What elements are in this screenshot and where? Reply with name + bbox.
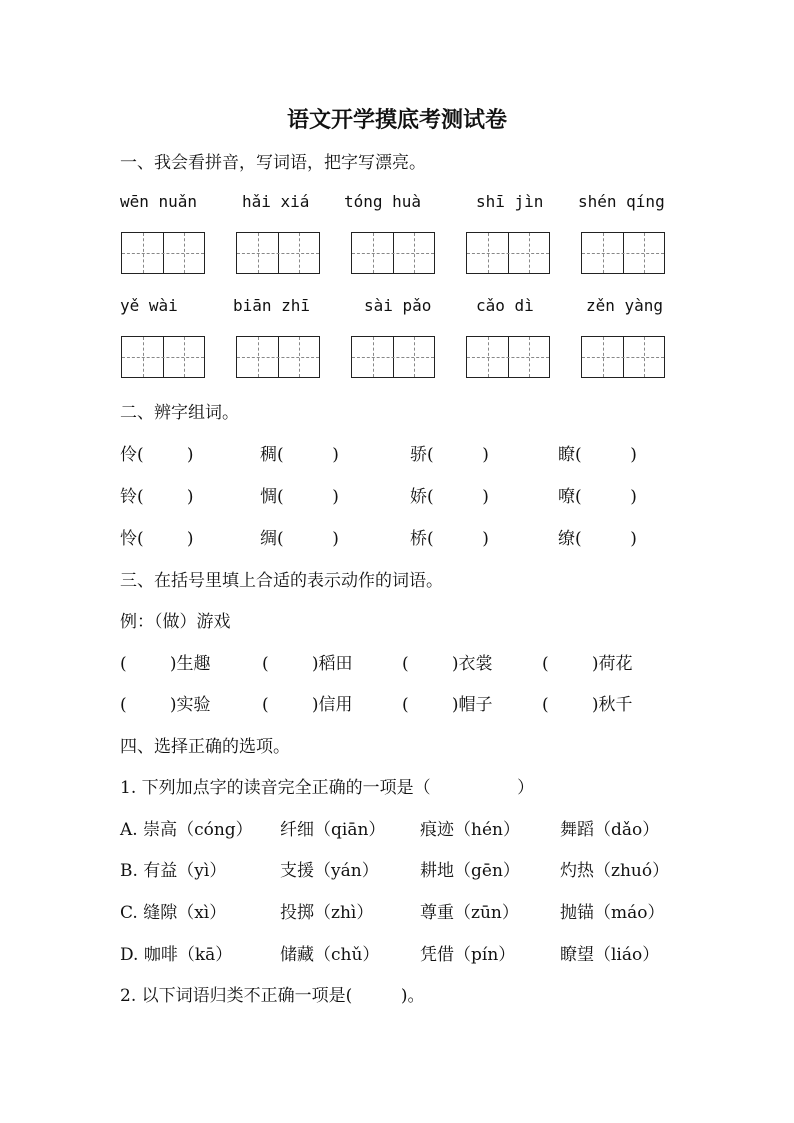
option-word: 储藏（chǔ） [280, 945, 380, 965]
writing-grid[interactable] [236, 336, 320, 378]
option-word: 舞蹈（dǎo） [560, 820, 660, 840]
word-group-item[interactable]: 绸( ) [260, 529, 339, 549]
page-title: 语文开学摸底考测试卷 [286, 107, 507, 133]
word-group-item[interactable]: 缭( ) [558, 529, 637, 549]
word-group-item[interactable]: 惆( ) [260, 487, 339, 507]
pinyin-label: shī jìn [476, 192, 544, 211]
pinyin-label: sài pǎo [364, 296, 432, 315]
fill-in-item[interactable]: ( )衣裳 [402, 654, 493, 674]
writing-grid[interactable] [121, 336, 205, 378]
writing-grid[interactable] [466, 232, 550, 274]
writing-grid[interactable] [581, 232, 665, 274]
option-word: 尊重（zūn） [420, 903, 519, 923]
word-group-item[interactable]: 桥( ) [410, 529, 489, 549]
option-word: 支援（yán） [280, 861, 379, 881]
fill-in-item[interactable]: ( )实验 [120, 695, 211, 715]
section-2-heading: 二、辨字组词。 [120, 403, 239, 423]
option-word: 纤细（qiān） [280, 820, 386, 840]
pinyin-label: yě wài [120, 296, 178, 315]
option-word: 灼热（zhuó） [560, 861, 670, 881]
option-word: 瞭望（liáo） [560, 945, 660, 965]
option-b[interactable]: B. 有益（yì） [120, 861, 227, 881]
pinyin-label: shén qíng [578, 192, 665, 211]
option-word: 痕迹（hén） [420, 820, 520, 840]
question-2[interactable]: 2. 以下词语归类不正确一项是( )。 [120, 986, 425, 1006]
writing-grid[interactable] [351, 336, 435, 378]
writing-grid[interactable] [466, 336, 550, 378]
question-1[interactable]: 1. 下列加点字的读音完全正确的一项是（ ） [120, 778, 535, 798]
pinyin-label: biān zhī [233, 296, 311, 315]
word-group-item[interactable]: 嘹( ) [558, 487, 637, 507]
writing-grid[interactable] [351, 232, 435, 274]
option-word: 抛锚（máo） [560, 903, 665, 923]
word-group-item[interactable]: 骄( ) [410, 445, 489, 465]
word-group-item[interactable]: 稠( ) [260, 445, 339, 465]
word-group-item[interactable]: 瞭( ) [558, 445, 637, 465]
section-1-heading: 一、我会看拼音，写词语，把字写漂亮。 [120, 153, 426, 173]
fill-in-item[interactable]: ( )帽子 [402, 695, 493, 715]
fill-in-item[interactable]: ( )荷花 [542, 654, 633, 674]
fill-in-item[interactable]: ( )稻田 [262, 654, 353, 674]
pinyin-label: wēn nuǎn [120, 192, 198, 211]
word-group-item[interactable]: 铃( ) [120, 487, 194, 507]
word-group-item[interactable]: 娇( ) [410, 487, 489, 507]
section-4-heading: 四、选择正确的选项。 [120, 737, 290, 757]
writing-grid[interactable] [581, 336, 665, 378]
option-d[interactable]: D. 咖啡（kā） [120, 945, 233, 965]
fill-in-item[interactable]: ( )生趣 [120, 654, 211, 674]
word-group-item[interactable]: 伶( ) [120, 445, 194, 465]
writing-grid[interactable] [121, 232, 205, 274]
pinyin-label: hǎi xiá [242, 192, 310, 211]
fill-in-item[interactable]: ( )信用 [262, 695, 353, 715]
option-word: 耕地（gēn） [420, 861, 520, 881]
fill-in-item[interactable]: ( )秋千 [542, 695, 633, 715]
pinyin-label: cǎo dì [476, 296, 534, 315]
pinyin-label: zěn yàng [586, 296, 664, 315]
section-3-heading: 三、在括号里填上合适的表示动作的词语。 [120, 571, 443, 591]
option-a[interactable]: A. 崇高（cóng） [120, 820, 253, 840]
option-word: 凭借（pín） [420, 945, 516, 965]
example-text: 例：（做）游戏 [120, 612, 231, 632]
word-group-item[interactable]: 怜( ) [120, 529, 194, 549]
option-word: 投掷（zhì） [280, 903, 374, 923]
option-c[interactable]: C. 缝隙（xì） [120, 903, 227, 923]
pinyin-label: tóng huà [344, 192, 422, 211]
writing-grid[interactable] [236, 232, 320, 274]
